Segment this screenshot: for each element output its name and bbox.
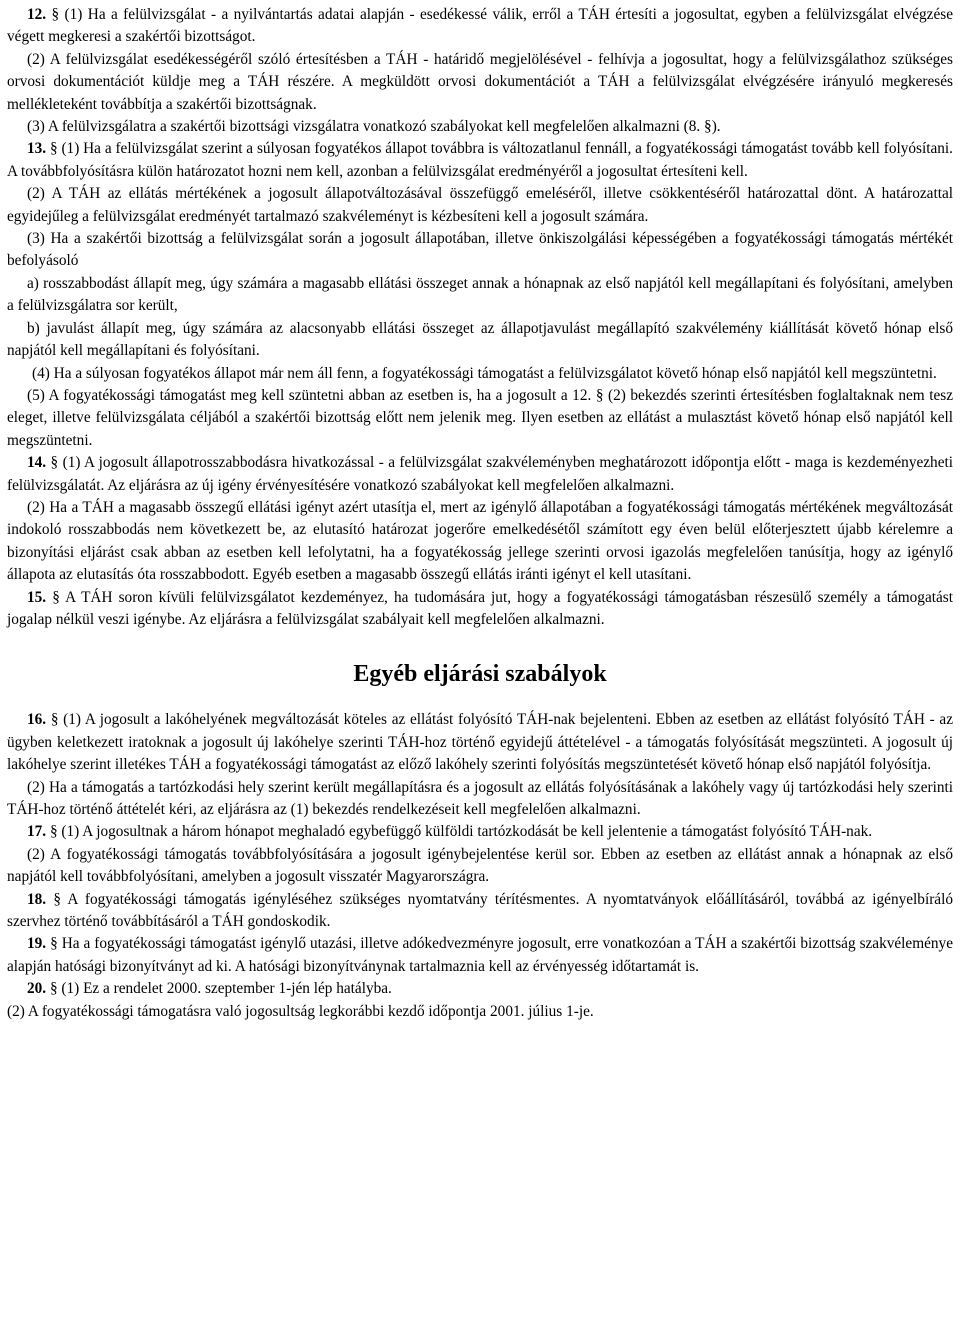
section-number-12: 12. (27, 6, 47, 23)
paragraph-14-1 (7, 452, 953, 497)
paragraph-16-1 (7, 709, 953, 776)
paragraph-text: § A fogyatékossági támogatás igényléséhez szükséges nyomtatvány térítésmentes. A nyomtatványok előállításáról, továbbá az igényelbíráló szervhez történő továbbításáról a TÁH gondoskodik. (7, 890, 953, 931)
paragraph-16-2: (2) Ha a támogatás a tartózkodási hely szerint került megállapításra és a jogosult az ellátás folyósításának a lakóhely vagy új tartózkodási hely szerinti TÁH-hoz történő áttételét kéri, az eljárásra az (1) bekezdés rendelkezéseit kell megfelelően alkalmazni. (7, 778, 953, 818)
paragraph-18-1 (7, 889, 953, 934)
paragraph-text: § (1) A jogosult állapotrosszabbodásra hivatkozással - a felülvizsgálat szakvéleményben meghatározott időpontja előtt - maga is kezdeményezheti felülvizsgálatát. Az eljárásra az új igény érvényesítésére vonatkozó szabályokat kell megfelelően alkalmazni. (7, 454, 953, 494)
paragraph-12-2: (2) A felülvizsgálat esedékességéről szóló értesítésben a TÁH - határidő megjelölésével - felhívja a jogosultat, hogy a felülvizsgálathoz szükséges orvosi dokumentációt küldje meg a TÁH részére. A megküldött orvosi dokumentációt a TÁH a felülvizsgálat elvégzésére irányuló megkeresés mellékleteként továbbítja a szakértői bizottságnak. (7, 50, 953, 113)
paragraph-13-3: (3) Ha a szakértői bizottság a felülvizsgálat során a jogosult állapotában, illetve önkiszolgálási képességében a fogyatékossági támogatás mértékét befolyásoló (7, 230, 953, 270)
section-number-17: 17. (27, 823, 47, 841)
paragraph-20-2: (2) A fogyatékossági támogatásra való jogosultság legkorábbi kezdő időpontja 2001. július 1-je. (7, 1002, 594, 1020)
paragraph-13-1 (7, 138, 953, 183)
section-number-14: 14. (27, 454, 47, 472)
paragraph-17-2: (2) A fogyatékossági támogatás továbbfolyósítására a jogosult igénybejelentése kerül sor. Ebben az esetben az ellátást annak a hónapnak az első napjától kell továbbfolyósítani, amelyben a jogosult visszatér Magyarországra. (7, 845, 953, 886)
paragraph-19-1 (7, 933, 953, 978)
paragraph-15-1 (7, 587, 953, 632)
paragraph-12-3: (3) A felülvizsgálatra a szakértői bizottsági vizsgálatra vonatkozó szabályokat kell megfelelően alkalmazni (8. §). (27, 118, 721, 136)
paragraph-text: § A TÁH soron kívüli felülvizsgálatot kezdeményez, ha tudomására jut, hogy a fogyatékossági támogatásban részesülő személy a támogatást jogalap nélkül veszi igénybe. Az eljárásra a felülvizsgálat szabályait kell megfelelően alkalmazni. (7, 588, 953, 628)
paragraph-12-1 (7, 4, 953, 49)
paragraph-13-3b: b) javulást állapít meg, úgy számára az alacsonyabb ellátási összeget az állapotjavulást megállapító szakvélemény kiállítását követő hónap első napjától kell megállapítani és folyósítani. (7, 319, 953, 360)
paragraph-text: § (1) Ha a felülvizsgálat - a nyilvántartás adatai alapján - esedékessé válik, erről a TÁH értesíti a jogosultat, egyben a felülvizsgálat elvégzése végett megkeresi a szakértői bizottságot. (7, 6, 953, 46)
paragraph-13-5: (5) A fogyatékossági támogatást meg kell szüntetni abban az esetben is, ha a jogosult a 12. § (2) bekezdés szerinti értesítésben foglaltaknak nem tesz eleget, illetve felülvizsgálata céljából a szakértői bizottság előtt nem jelenik meg. Ilyen esetben az ellátást a mulasztást követő hónap első napjától kell megszüntetni. (7, 386, 953, 449)
paragraph-20-1 (7, 978, 953, 1000)
paragraph-13-2: (2) A TÁH az ellátás mértékének a jogosult állapotváltozásával összefüggő emeléséről, illetve csökkentéséről határozattal dönt. A határozattal egyidejűleg a felülvizsgálat eredményét tartalmazó szakvéleményt is kézbesíteni kell a jogosult számára. (7, 185, 953, 225)
section-number-16: 16. (27, 711, 47, 729)
section-number-18: 18. (27, 890, 47, 908)
section-number-13: 13. (27, 140, 47, 158)
paragraph-13-3a: a) rosszabbodást állapít meg, úgy számára a magasabb ellátási összeget annak a hónapnak az első napjától kell megállapítani és folyósítani, amelyben a felülvizsgálatra sor került, (7, 274, 953, 315)
paragraph-13-4: (4) Ha a súlyosan fogyatékos állapot már nem áll fenn, a fogyatékossági támogatást a felülvizsgálatot követő hónap első napjától kell megszüntetni. (32, 364, 937, 382)
section-number-15: 15. (27, 588, 47, 606)
paragraph-text: § (1) A jogosultnak a három hónapot meghaladó egybefüggő külföldi tartózkodását be kell jelentenie a támogatást folyósító TÁH-nak. (46, 823, 873, 841)
section-number-20: 20. (27, 980, 47, 998)
paragraph-17-1 (7, 821, 953, 843)
paragraph-14-2: (2) Ha a TÁH a magasabb összegű ellátási igényt azért utasítja el, mert az igénylő állapotában a fogyatékossági támogatás mértékének megváltozását indokoló rosszabbodás nem következett be, az elutasító határozat jogerőre emelkedésétől számított egy éven belül előterjesztett újabb kérelemre a bizonyítási eljárást csak abban az esetben kell lefolytatni, ha a fogyatékosság jellege szerinti orvosi igazolás megfelelően tanúsítja, hogy az igénylő állapota az elutasítás óta rosszabbodott. Egyéb esetben a magasabb összegű ellátás iránti igényt el kell utasítani. (7, 498, 953, 584)
section-heading: Egyéb eljárási szabályok (353, 661, 607, 688)
paragraph-text: § Ha a fogyatékossági támogatást igénylő utazási, illetve adókedvezményre jogosult, erre vonatkozóan a TÁH a szakértői bizottság szakvéleménye alapján hatósági bizonyítványt ad ki. A hatósági bizonyítványnak tartalmaznia kell az érvényesség időtartamát is. (7, 935, 953, 975)
paragraph-text: § (1) Ez a rendelet 2000. szeptember 1-jén lép hatályba. (46, 980, 392, 998)
section-number-19: 19. (27, 935, 47, 953)
paragraph-text: § (1) A jogosult a lakóhelyének megváltozását köteles az ellátást folyósító TÁH-nak bejelenteni. Ebben az esetben az ellátást folyósító TÁH - az ügyben keletkezett iratoknak a jogosult új lakóhelye szerinti TÁH-hoz történő egyidejű áttételével - a támogatás folyósítását megszünteti. A jogosult új lakóhelye szerint illetékes TÁH a fogyatékossági támogatást az előző lakóhely szerinti folyósítás megszüntetését követő hónap első napjától folyósítja. (7, 711, 953, 774)
paragraph-text: § (1) Ha a felülvizsgálat szerint a súlyosan fogyatékos állapot továbbra is változatlanul fennáll, a fogyatékossági támogatást tovább kell folyósítani. A továbbfolyósításra külön határozatot hozni nem kell, azonban a felülvizsgálat eredményéről a jogosultat értesíteni kell. (7, 140, 953, 180)
